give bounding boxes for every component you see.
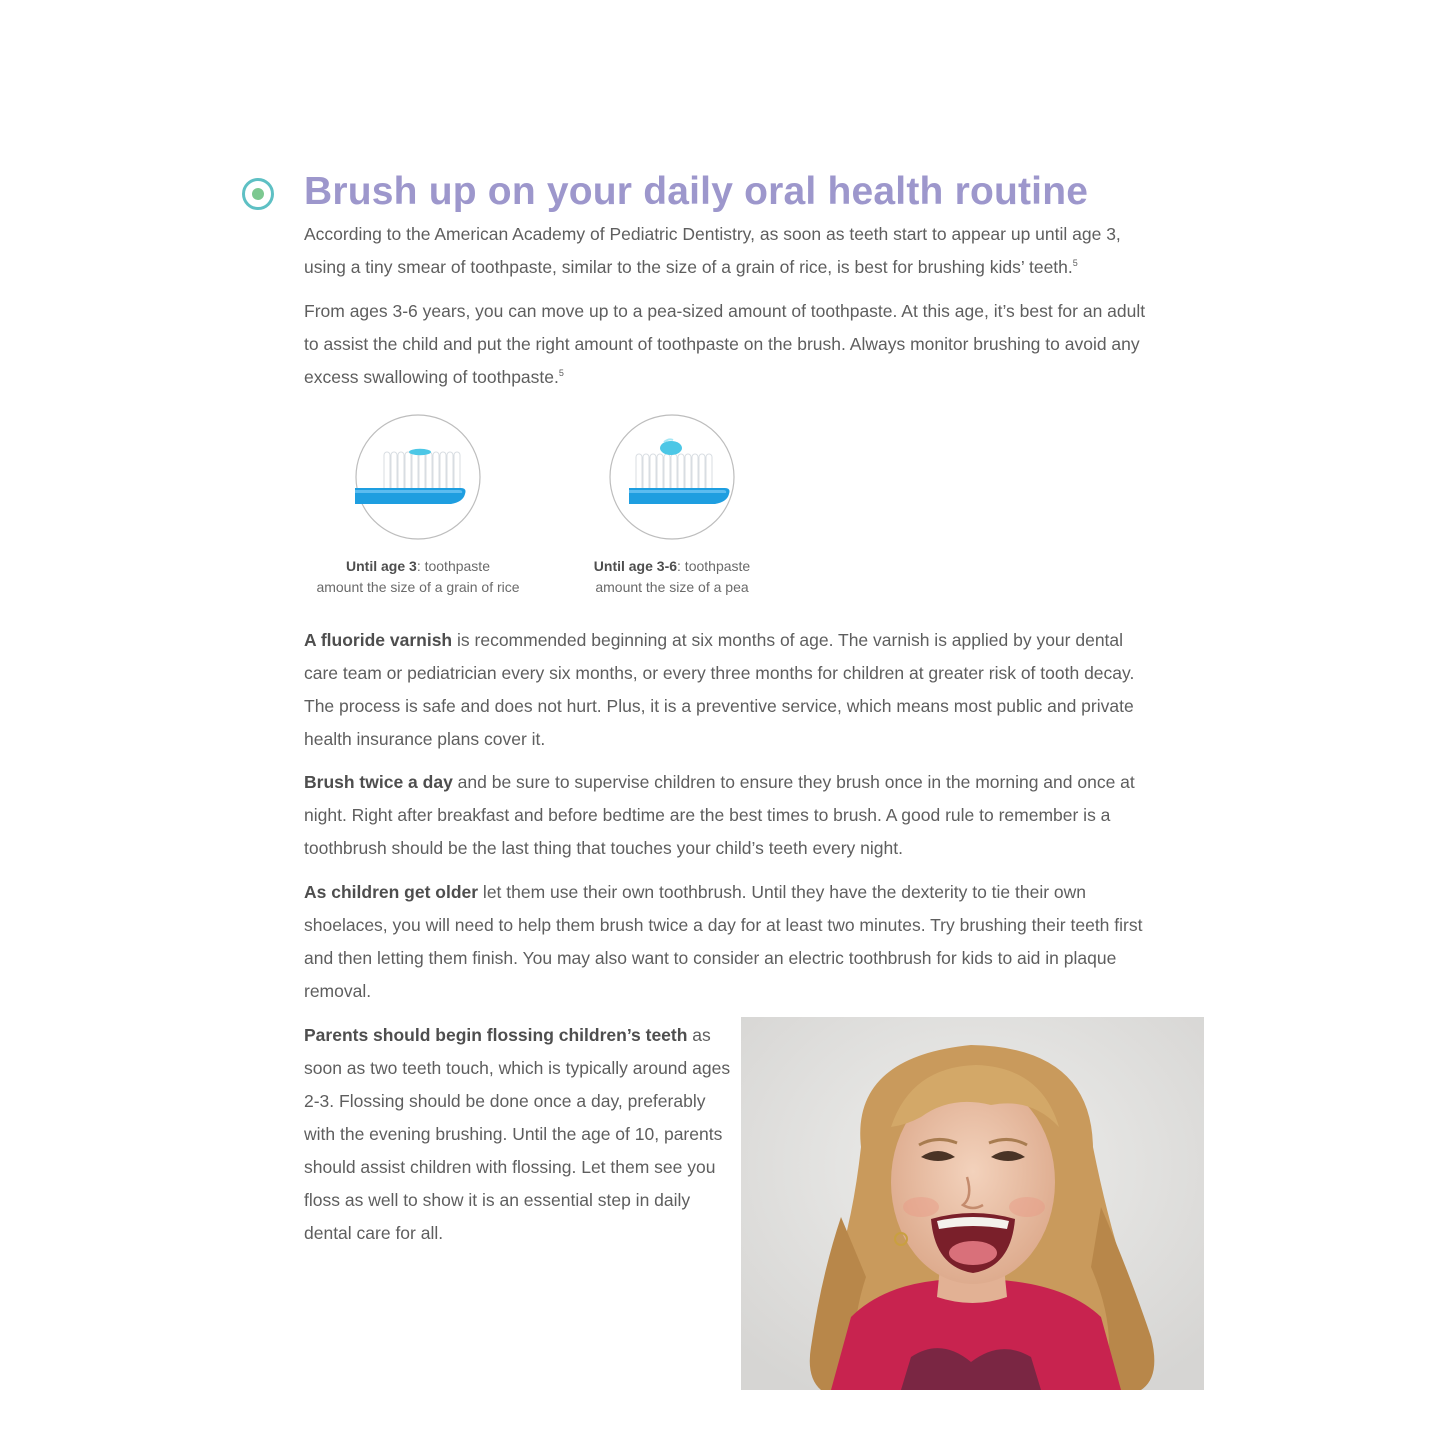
footnote-ref: 5 <box>558 368 564 379</box>
paragraph-rice-amount: According to the American Academy of Pediatric Dentistry, as soon as teeth start to appear up until age 3, using a tiny smear of toothpaste, similar to the size of a grain of rice, is best for brushing kids’ teeth.$^5$ <box>304 224 1121 277</box>
target-bullet-icon <box>242 178 274 210</box>
paragraph-flossing: Parents should begin flossing children’s teeth as soon as two teeth touch, which is typically around ages 2-3. Flossing should be done once a day, preferably with the evening brushing. Until the age of 10, parents should assist children with flossing. Let them see you floss as well to show it is an essential step in daily dental care for all. <box>304 1025 731 1243</box>
child-smiling-photo <box>741 1017 1204 1390</box>
illustration-age-3-6 <box>552 412 792 598</box>
footnote-ref: 5 <box>1072 258 1078 269</box>
page-title: Brush up on your daily oral health routine <box>304 170 1089 213</box>
paragraph-fluoride-varnish: A fluoride varnish is recommended beginning at six months of age. The varnish is applied by your dental care team or pediatrician every six months, or every three months for children at greater risk of tooth decay. The process is safe and does not hurt. Plus, it is a preventive service, which means most public and private health insurance plans cover it. <box>304 630 1135 749</box>
toothbrush-pea-icon <box>607 412 737 542</box>
caption-age-3-6: Until age 3-6: toothpaste amount the size of a pea <box>593 558 751 595</box>
paragraph-pea-amount: From ages 3-6 years, you can move up to a pea-sized amount of toothpaste. At this age, it’s best for an adult to assist the child and put the right amount of toothpaste on the brush. Always monitor brushing to avoid any excess swallowing of toothpaste.$^5$ <box>304 301 1146 387</box>
caption-age-3: Until age 3: toothpaste amount the size of a grain of rice <box>316 558 520 595</box>
illustration-age-3 <box>298 412 538 598</box>
toothbrush-rice-icon <box>353 412 483 542</box>
paragraph-older-children: As children get older let them use their own toothbrush. Until they have the dexterity to tie their own shoelaces, you will need to help them brush twice a day for at least two minutes. Try brushing their teeth first and then letting them finish. You may also want to consider an electric toothbrush for kids to aid in plaque removal. <box>304 882 1143 1001</box>
paragraph-brush-twice: Brush twice a day and be sure to supervise children to ensure they brush once in the morning and once at night. Right after breakfast and before bedtime are the best times to brush. A good rule to remember is a toothbrush should be the last thing that touches your child’s teeth every night. <box>304 772 1135 858</box>
